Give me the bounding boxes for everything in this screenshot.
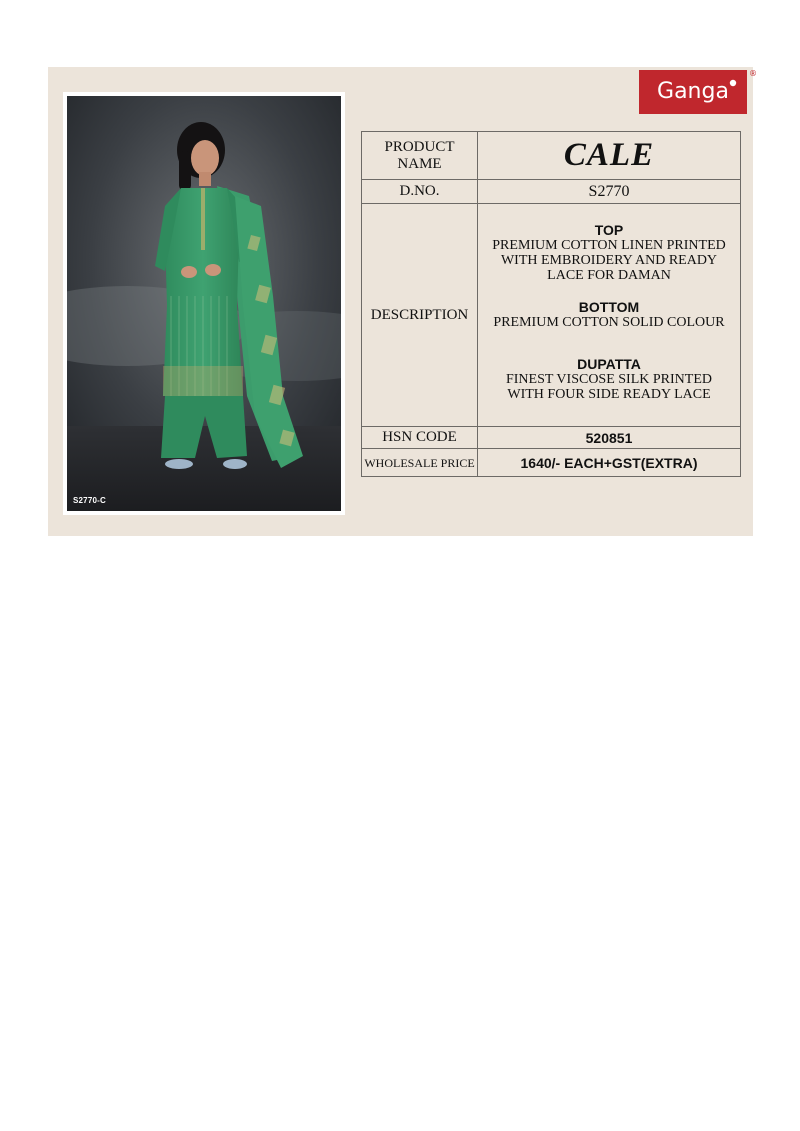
- bottom-text: PREMIUM COTTON SOLID COLOUR: [493, 315, 725, 330]
- price-value: 1640/- EACH+GST(EXTRA): [478, 449, 741, 477]
- bottom-title: BOTTOM: [578, 299, 640, 315]
- dupatta-title: DUPATTA: [577, 356, 641, 372]
- brand-name: Ganga: [657, 78, 729, 104]
- photo-code-label: S2770-C: [73, 496, 106, 505]
- hsn-label: HSN CODE: [362, 427, 478, 449]
- top-text: PREMIUM COTTON LINEN PRINTED WITH EMBROIDERY AND READY LACE FOR DAMAN: [492, 238, 726, 283]
- product-name-value: CALE: [478, 132, 741, 180]
- dno-label: D.NO.: [362, 180, 478, 204]
- row-hsn: [362, 427, 741, 449]
- row-price: [362, 449, 741, 477]
- model-illustration: [67, 96, 341, 511]
- product-name-label: PRODUCT NAME: [362, 132, 478, 180]
- product-photo-frame: [63, 92, 345, 515]
- row-dno: [362, 180, 741, 204]
- row-product-name: [362, 132, 741, 180]
- product-spec-table: [361, 131, 741, 477]
- hsn-value: 520851: [478, 427, 741, 449]
- wholesale-label: WHOLESALE PRICE: [362, 449, 478, 477]
- brand-mark-icon: [729, 79, 737, 87]
- dupatta-text: FINEST VISCOSE SILK PRINTED WITH FOUR SIDE READY LACE: [505, 372, 712, 402]
- top-title: TOP: [594, 222, 624, 238]
- registered-mark: ®: [749, 69, 757, 78]
- description-label: DESCRIPTION: [362, 204, 478, 427]
- brand-logo: [639, 69, 757, 114]
- row-description: [362, 204, 741, 427]
- description-value: [478, 204, 741, 427]
- dno-value: S2770: [478, 180, 741, 204]
- product-photo: [67, 96, 341, 511]
